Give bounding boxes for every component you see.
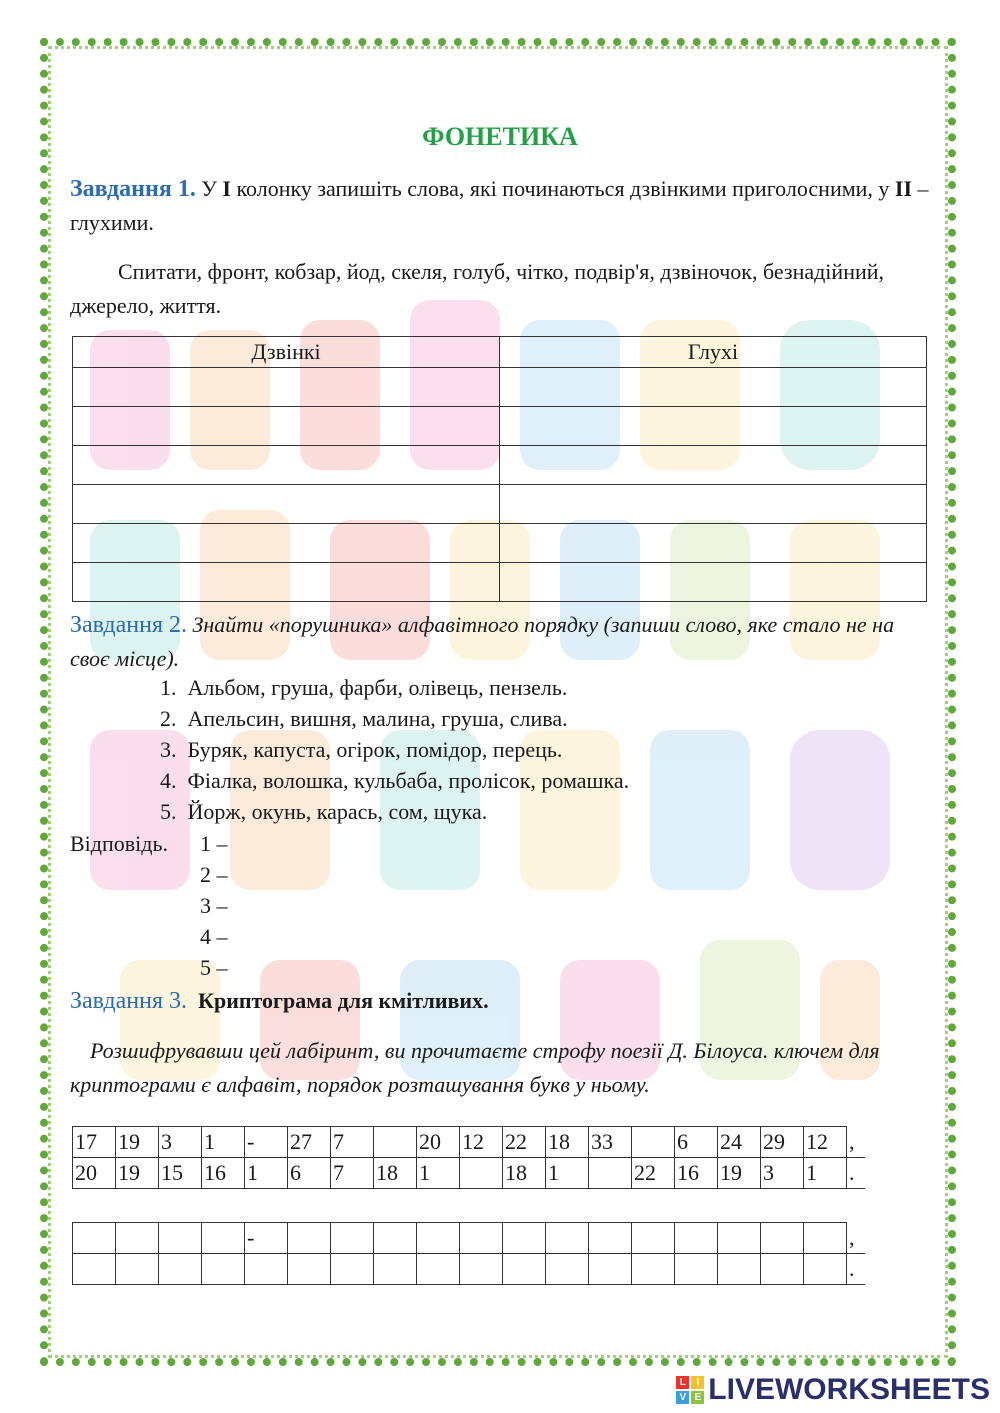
cryptogram-code-cell: 29	[761, 1127, 804, 1158]
cryptogram-code-cell: 1	[202, 1127, 245, 1158]
cryptogram-answer-cell[interactable]	[589, 1223, 632, 1254]
cryptogram-answer-cell[interactable]	[73, 1223, 116, 1254]
cryptogram-answer-cell[interactable]	[804, 1254, 847, 1285]
cryptogram-answer-cell[interactable]	[331, 1223, 374, 1254]
cryptogram-code-cell: 16	[202, 1158, 245, 1189]
cryptogram-code-cell	[589, 1158, 632, 1189]
cryptogram-answer-cell[interactable]: -	[245, 1223, 288, 1254]
cryptogram-code-cell: 12	[460, 1127, 503, 1158]
cryptogram-code-cell: -	[245, 1127, 288, 1158]
cryptogram-answer-cell[interactable]	[331, 1254, 374, 1285]
page-title: ФОНЕТИКА	[422, 122, 578, 151]
task1-words: Спитати, фронт, кобзар, йод, скеля, голуб, чітко, подвір'я, дзвіночок, безнадійний, джерело, життя.	[70, 259, 885, 318]
cryptogram-code-table	[72, 1126, 865, 1189]
cryptogram-answer-cell[interactable]: ,	[847, 1223, 866, 1254]
cryptogram-answer-cell[interactable]	[589, 1254, 632, 1285]
logo-mark-icon: L I V E	[676, 1376, 704, 1404]
task1-label: Завдання 1.	[70, 176, 196, 202]
cryptogram-answer-table	[72, 1222, 865, 1285]
answer-cell[interactable]	[500, 485, 927, 524]
task3-instruction: Розшифрувавши цей лабіринт, ви прочитаєте строфу поезії Д. Білоуса. ключем для криптограми є алфавіт, порядок розташування букв у ньому.	[70, 1038, 880, 1097]
cryptogram-answer-cell[interactable]	[503, 1254, 546, 1285]
cryptogram-code-cell: 19	[116, 1127, 159, 1158]
table-row	[73, 563, 927, 602]
answer-line-1[interactable]: 1 –	[200, 831, 228, 856]
table-row	[73, 446, 927, 485]
column-header-voiced: Дзвінкі	[73, 337, 500, 368]
answer-line-5[interactable]: 5 –	[200, 955, 228, 980]
cryptogram-code-cell	[374, 1127, 417, 1158]
cryptogram-answer-cell[interactable]	[116, 1223, 159, 1254]
cryptogram-answer-cell[interactable]	[116, 1254, 159, 1285]
task3-prompt	[70, 984, 930, 1018]
cryptogram-answer-cell[interactable]	[288, 1254, 331, 1285]
cryptogram-answer-cell[interactable]	[374, 1254, 417, 1285]
cryptogram-answer-cell[interactable]	[202, 1223, 245, 1254]
cryptogram-code-cell: ,	[847, 1127, 866, 1158]
cryptogram-answer-cell[interactable]	[761, 1254, 804, 1285]
cryptogram-answer-cell[interactable]	[73, 1254, 116, 1285]
cryptogram-answer-cell[interactable]	[546, 1223, 589, 1254]
cryptogram-answer-cell[interactable]	[503, 1223, 546, 1254]
answer-line-3[interactable]: 3 –	[200, 893, 228, 918]
table-row	[73, 1158, 866, 1189]
task2-instruction: Знайти «порушника» алфавітного порядку (запиши слово, яке стало не на своє місце).	[70, 612, 895, 671]
cryptogram-answer-cell[interactable]	[288, 1223, 331, 1254]
cryptogram-code-cell	[460, 1158, 503, 1189]
answer-line-2[interactable]: 2 –	[200, 862, 228, 887]
cryptogram-answer-cell[interactable]	[460, 1254, 503, 1285]
cryptogram-code-cell: 1	[804, 1158, 847, 1189]
task3-heading: Криптограма для кмітливих.	[198, 988, 489, 1013]
answer-cell[interactable]	[73, 563, 500, 602]
cryptogram-code-cell: 18	[546, 1127, 589, 1158]
list-item: 4. Фіалка, волошка, кульбаба, пролісок, ромашка.	[160, 768, 630, 793]
cryptogram-answer-cell[interactable]	[460, 1223, 503, 1254]
cryptogram-code-cell: 6	[675, 1127, 718, 1158]
table-row	[73, 1254, 866, 1285]
table-header-row	[73, 337, 927, 368]
task2-answers	[70, 828, 470, 983]
answer-cell[interactable]	[73, 446, 500, 485]
list-item: 5. Йорж, окунь, карась, сом, щука.	[160, 799, 488, 824]
cryptogram-answer-cell[interactable]	[804, 1223, 847, 1254]
cryptogram-code-cell: 12	[804, 1127, 847, 1158]
task2-list	[160, 672, 629, 827]
cryptogram-code-cell	[632, 1127, 675, 1158]
task1-prompt	[70, 172, 930, 240]
cryptogram-answer-cell[interactable]	[675, 1223, 718, 1254]
answer-cell[interactable]	[73, 485, 500, 524]
table-row	[73, 1127, 866, 1158]
cryptogram-code-cell: 22	[632, 1158, 675, 1189]
answer-cell[interactable]	[500, 524, 927, 563]
cryptogram-answer-cell[interactable]	[632, 1254, 675, 1285]
cryptogram-code-cell: 3	[159, 1127, 202, 1158]
cryptogram-code-cell: 7	[331, 1127, 374, 1158]
list-item: 2. Апельсин, вишня, малина, груша, слива.	[160, 706, 568, 731]
answer-label: Відповідь.	[70, 831, 168, 856]
cryptogram-code-cell: 19	[116, 1158, 159, 1189]
cryptogram-code-cell: 22	[503, 1127, 546, 1158]
answer-cell[interactable]	[500, 446, 927, 485]
task2-label: Завдання 2.	[70, 612, 187, 638]
cryptogram-answer-cell[interactable]	[245, 1254, 288, 1285]
table-row	[73, 368, 927, 407]
cryptogram-code-cell: 3	[761, 1158, 804, 1189]
cryptogram-answer-cell[interactable]	[718, 1223, 761, 1254]
cryptogram-answer-cell[interactable]	[546, 1254, 589, 1285]
task1-text-c: колонку запишіть слова, які починаються дзвінкими приголосними, у	[230, 176, 895, 201]
task1-table	[72, 336, 927, 602]
table-row	[73, 1223, 866, 1254]
cryptogram-answer-cell[interactable]	[675, 1254, 718, 1285]
cryptogram-code-cell: 6	[288, 1158, 331, 1189]
cryptogram-answer-cell[interactable]	[417, 1254, 460, 1285]
answer-cell[interactable]	[500, 368, 927, 407]
logo-text: LIVEWORKSHEETS	[708, 1373, 990, 1406]
task3-label: Завдання 3.	[70, 988, 187, 1014]
cryptogram-code-cell: 24	[718, 1127, 761, 1158]
answer-cell[interactable]	[73, 407, 500, 446]
liveworksheets-logo	[676, 1373, 990, 1407]
task2-prompt	[70, 608, 930, 676]
table-row	[73, 485, 927, 524]
cryptogram-code-cell: 20	[73, 1158, 116, 1189]
cryptogram-code-cell: .	[847, 1158, 866, 1189]
cryptogram-answer-cell[interactable]	[761, 1223, 804, 1254]
cryptogram-answer-cell[interactable]	[417, 1223, 460, 1254]
cryptogram-answer-cell[interactable]	[632, 1223, 675, 1254]
answer-line-4[interactable]: 4 –	[200, 924, 228, 949]
cryptogram-code-cell: 15	[159, 1158, 202, 1189]
table-row	[73, 524, 927, 563]
answer-cell[interactable]	[500, 407, 927, 446]
cryptogram-code-cell: 27	[288, 1127, 331, 1158]
cryptogram-code-cell: 1	[417, 1158, 460, 1189]
cryptogram-answer-cell[interactable]	[718, 1254, 761, 1285]
cryptogram-code-cell: 18	[503, 1158, 546, 1189]
cryptogram-answer-cell[interactable]	[374, 1223, 417, 1254]
cryptogram-code-cell: 1	[546, 1158, 589, 1189]
cryptogram-code-cell: 1	[245, 1158, 288, 1189]
cryptogram-code-cell: 16	[675, 1158, 718, 1189]
answer-cell[interactable]	[73, 524, 500, 563]
cryptogram-code-cell: 17	[73, 1127, 116, 1158]
cryptogram-code-cell: 20	[417, 1127, 460, 1158]
cryptogram-code-cell: 19	[718, 1158, 761, 1189]
column-header-voiceless: Глухі	[500, 337, 927, 368]
cryptogram-code-cell: 33	[589, 1127, 632, 1158]
cryptogram-code-cell: 18	[374, 1158, 417, 1189]
cryptogram-code-cell: 7	[331, 1158, 374, 1189]
cryptogram-answer-cell[interactable]	[159, 1223, 202, 1254]
list-item: 1. Альбом, груша, фарби, олівець, пензель.	[160, 675, 568, 700]
task1-col-i: I	[222, 176, 231, 201]
cryptogram-answer-cell[interactable]: .	[847, 1254, 866, 1285]
cryptogram-answer-cell[interactable]	[159, 1254, 202, 1285]
task1-text-e: – глухими.	[70, 176, 929, 235]
list-item: 3. Буряк, капуста, огірок, помідор, перець.	[160, 737, 563, 762]
task1-col-ii: II	[894, 176, 913, 201]
task1-text-a: У	[195, 176, 223, 201]
cryptogram-answer-cell[interactable]	[202, 1254, 245, 1285]
answer-cell[interactable]	[500, 563, 927, 602]
answer-cell[interactable]	[73, 368, 500, 407]
table-row	[73, 407, 927, 446]
